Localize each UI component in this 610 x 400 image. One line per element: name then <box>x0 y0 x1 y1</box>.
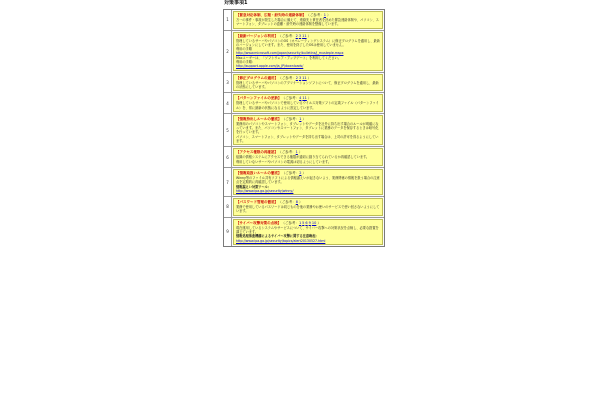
reference-suffix: ） <box>317 220 321 225</box>
reference-prefix: （ご参考： <box>280 200 296 205</box>
row-references <box>283 171 305 175</box>
row-references <box>283 117 305 121</box>
table-row <box>224 30 384 72</box>
page-heading: 対策事項1 <box>224 0 248 6</box>
row-title: 【サイバー攻撃対策の点検】 <box>236 220 282 225</box>
countermeasure-table <box>223 9 385 247</box>
reference-prefix: （ご参考： <box>283 96 300 101</box>
row-number: 6 <box>224 147 232 167</box>
reference-suffix: ） <box>298 200 303 205</box>
row-title: 【緊急対応体制、広報・紛失時の連絡体制】 <box>236 13 306 17</box>
reference-link[interactable]: 3 <box>298 33 302 38</box>
table-row <box>224 146 384 167</box>
row-number: 8 <box>224 197 232 217</box>
reference-link[interactable]: 1 <box>295 150 298 155</box>
row-title: 【修正プログラムの適用】 <box>236 75 278 80</box>
row-content <box>233 148 383 166</box>
reference-link[interactable]: 2 <box>295 75 298 80</box>
reference-suffix: ） <box>326 13 331 17</box>
row-sublabel: 情報処理推進機構によるサイバー攻撃に関する注意喚起： <box>236 234 319 239</box>
row-sublabel: 情報漏えい対策ツール： <box>236 184 271 189</box>
reference-link[interactable]: 2 <box>299 170 302 175</box>
reference-suffix: ） <box>307 33 312 38</box>
row-number: 2 <box>224 31 232 72</box>
reference-prefix: （ご参考： <box>279 75 296 80</box>
row-content <box>233 74 383 92</box>
row-number: 3 <box>224 73 232 93</box>
reference-link[interactable]: 2 <box>295 33 298 38</box>
row-number: 9 <box>224 218 232 246</box>
reference-link[interactable]: 8 <box>295 200 298 205</box>
row-references <box>280 76 311 80</box>
row-description: 業務用のパソコンやスマートフォン、タブレットやデータを社外に持ち出す場合のルールが明確になっています。また、パソコンやスマートフォン、タブレットに業務のデータを保存するときは暗号化を行っています。 パソコン、スマートフォン、タブレットやデータを持ち出す場合は、上司の許可を得るようにしています。 <box>236 121 379 144</box>
row-references <box>283 221 321 225</box>
row-content <box>233 94 383 112</box>
reference-link[interactable]: 9 <box>308 220 311 225</box>
row-content <box>233 115 383 145</box>
row-description: 管理しているサーバやパソコンで使用しているウイルス対策ソフトの定義ファイル（パターンファイル）を、常に最新の状態になるように設定しています。 <box>236 101 379 110</box>
reference-link[interactable]: 3 <box>298 75 302 80</box>
reference-link[interactable]: 11 <box>302 75 307 80</box>
table-row <box>224 92 384 113</box>
row-content <box>233 198 383 216</box>
table-row <box>224 196 384 217</box>
row-description-2: Macユーザーは、「ソフトウェア・アップデート」を利用してください。 利用の手順： <box>236 55 341 65</box>
reference-suffix: ） <box>302 116 306 121</box>
row-references <box>280 150 302 154</box>
resource-link[interactable]: http://www.ipa.go.jp/security/topics/alert20130527.html <box>236 238 326 243</box>
row-references <box>283 96 311 100</box>
reference-suffix: ） <box>298 150 303 155</box>
row-description: 管理しているサーバやパソコンのOS（オペレーティングシステム）に修正プログラムを適用し、最新のバージョンにしています。また、使用を終了したOSは使用していません。 利用の手順 <box>236 38 380 52</box>
reference-suffix: ） <box>307 96 312 101</box>
reference-prefix: （ご参考： <box>283 116 300 121</box>
row-description: Winny等のファイル共有ソフトによる情報漏えいが起きないよう、業務関係の情報を扱う場合の注意点を定期的に再確認しています。 <box>236 175 380 185</box>
reference-link[interactable]: 4 <box>299 96 302 101</box>
row-description: 万一の事件・事故が発生した場合に備えて、連絡先と責任者を決めた緊急連絡体制や、パソコン、スマートフォン、タブレットの盗難・紛失時の連絡体制を整備しています。 <box>236 18 379 27</box>
row-description: 組織の情報システムにアクセスできる権限が適切に割り当てられているか再確認しています。 利用していないサーバやパソコンの電源は切るようにしています。 <box>236 155 370 164</box>
resource-link-2[interactable]: http://support.apple.com/ja_JP/downloads/ <box>236 64 304 69</box>
resource-link[interactable]: http://www.microsoft.com/japan/security/bulletins/j_musteple.mspx <box>236 51 344 56</box>
table-row <box>224 167 384 196</box>
row-references <box>280 200 302 204</box>
reference-link[interactable]: 1 <box>299 116 302 121</box>
reference-suffix: ） <box>302 170 306 175</box>
row-title: 【パスワード管理の徹底】 <box>236 200 278 205</box>
row-description: 管理しているサーバやパソコンのアプリケーションソフトについて、修正プログラムを適用し、最新の状態にしています。 <box>236 80 379 89</box>
row-title: 【アクセス権限の再確認】 <box>236 150 278 155</box>
table-row <box>224 10 384 30</box>
reference-prefix: （ご参考： <box>308 13 324 17</box>
reference-suffix: ） <box>307 75 312 80</box>
row-title: 【パターンファイルの更新】 <box>236 96 282 101</box>
row-number: 5 <box>224 114 232 146</box>
reference-link[interactable]: 6 <box>305 220 308 225</box>
row-description: 業務で使用しているパスワードは同じものを他の業務やお使いのサービスで使い回さないようにしています。 <box>236 205 380 214</box>
row-content <box>233 11 383 29</box>
row-number: 4 <box>224 93 232 113</box>
reference-link[interactable]: 1 <box>298 220 302 225</box>
row-description: 現在運用しているシステムやサービスについて、サイバー攻撃への対策状況を点検し、必要な措置を講じています。 <box>236 225 379 235</box>
reference-link[interactable]: 10 <box>311 220 317 225</box>
reference-prefix: （ご参考： <box>279 33 296 38</box>
table-row <box>224 72 384 93</box>
reference-prefix: （ご参考： <box>283 170 300 175</box>
row-content <box>233 169 383 195</box>
table-row <box>224 113 384 146</box>
reference-link[interactable]: 5 <box>302 220 305 225</box>
table-row <box>224 217 384 246</box>
row-title: 【最新バージョンの利用】 <box>236 33 278 38</box>
row-title: 【情報持出しルールの徹底】 <box>236 116 282 121</box>
resource-link[interactable]: http://www.ipa.go.jp/security/winny/ <box>236 188 294 193</box>
reference-link[interactable]: 1 <box>323 13 326 17</box>
reference-link[interactable]: 11 <box>302 33 307 38</box>
reference-prefix: （ご参考： <box>283 220 299 225</box>
row-references <box>280 34 311 38</box>
row-references <box>308 13 330 17</box>
row-number: 1 <box>224 10 232 30</box>
row-number: 7 <box>224 168 232 196</box>
reference-link[interactable]: 11 <box>302 96 307 101</box>
row-title: 【情報取扱いルールの徹底】 <box>236 170 282 175</box>
row-content <box>233 219 383 245</box>
reference-prefix: （ご参考： <box>279 150 296 155</box>
row-content <box>233 32 383 71</box>
